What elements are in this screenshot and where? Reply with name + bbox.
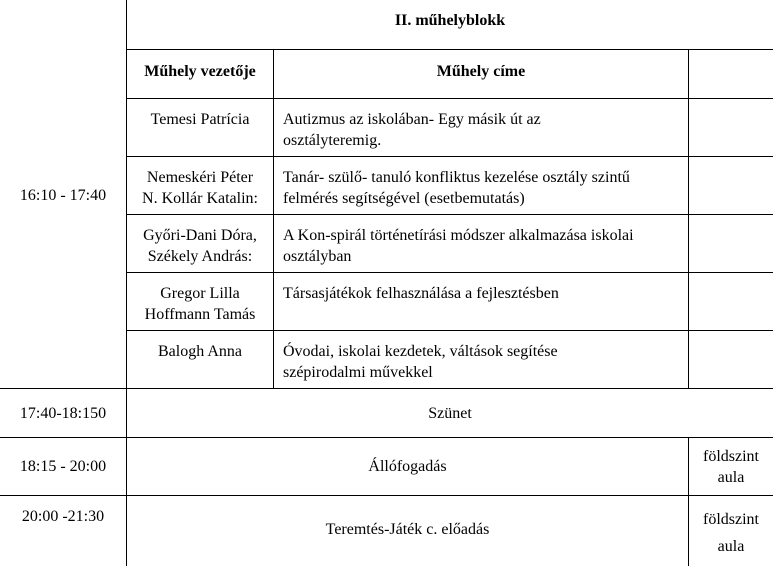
- workshop-leader: Gregor Lilla Hoffmann Tamás: [144, 285, 256, 323]
- block-title: II. műhelyblokk: [394, 12, 506, 29]
- reception-location: földszint aula: [703, 448, 759, 486]
- workshop-leader: Balogh Anna: [158, 343, 242, 360]
- workshop-leader: Nemeskéri Péter N. Kollár Katalin:: [142, 169, 258, 207]
- header-leader: Műhely vezetője: [144, 63, 256, 80]
- workshop-title: A Kon-spirál történetírási módszer alkalmazása iskolai osztályban: [283, 227, 634, 265]
- reception-label: Állófogadás: [368, 458, 447, 475]
- workshop-title: Óvodai, iskolai kezdetek, váltások segítése szépirodalmi művekkel: [283, 343, 558, 381]
- workshop-leader: Győri-Dani Dóra, Székely András:: [143, 227, 257, 265]
- header-title: Műhely címe: [436, 63, 526, 80]
- performance-label: Teremtés-Játék c. előadás: [325, 521, 490, 538]
- workshop-leader: Temesi Patrícia: [150, 111, 250, 128]
- break-time: 17:40-18:150: [19, 405, 107, 422]
- performance-time: 20:00 -21:30: [21, 508, 105, 525]
- performance-location: földszint aula: [703, 511, 759, 555]
- workshop-title: Társasjátékok felhasználása a fejlesztésben: [283, 285, 559, 302]
- reception-time: 18:15 - 20:00: [19, 458, 107, 475]
- break-label: Szünet: [428, 405, 472, 422]
- workshop-title: Autizmus az iskolában- Egy másik út az osztályteremig.: [283, 111, 541, 149]
- workshop-title: Tanár- szülő- tanuló konfliktus kezelése osztály szintű felmérés segítségével (esetbemutatás): [283, 169, 630, 207]
- workshop-time: 16:10 - 17:40: [19, 187, 107, 204]
